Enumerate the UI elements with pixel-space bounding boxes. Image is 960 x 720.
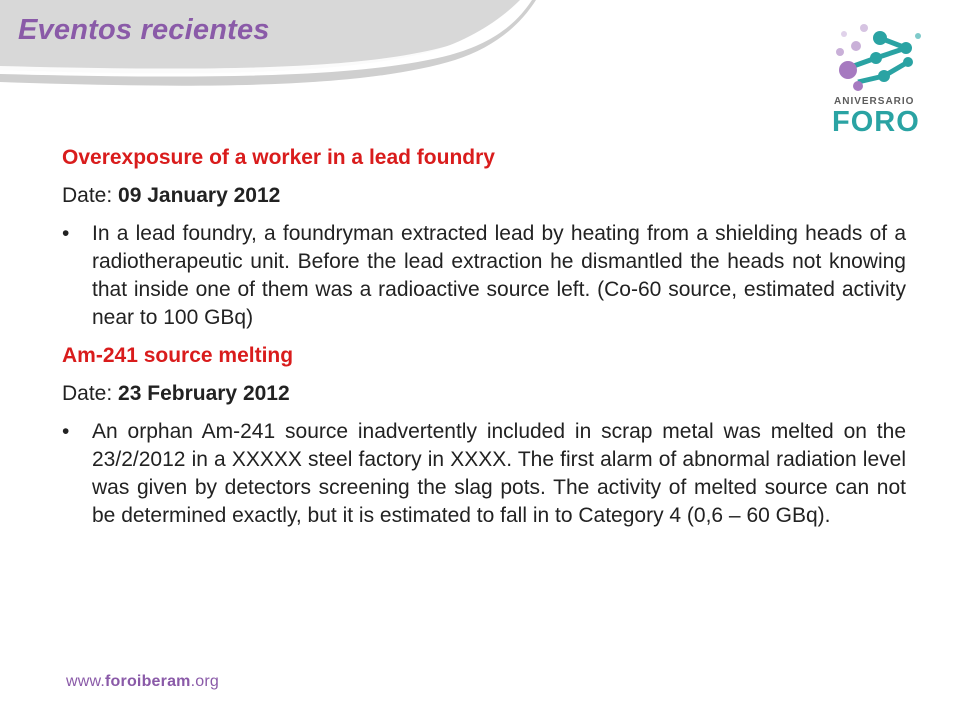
date-label: Date: <box>62 184 113 207</box>
event-description <box>62 418 906 530</box>
date-label: Date: <box>62 382 113 405</box>
event-heading: Am-241 source melting <box>62 344 294 367</box>
event-date <box>62 380 906 408</box>
slide-content <box>62 140 906 540</box>
footer-url[interactable] <box>66 673 219 691</box>
bullet-icon: • <box>62 420 70 443</box>
event-date <box>62 182 906 210</box>
foro-logo <box>818 18 942 136</box>
event-description <box>62 220 906 332</box>
event-heading: Overexposure of a worker in a lead foundry <box>62 146 495 169</box>
footer-url-suffix: .org <box>190 673 219 690</box>
footer-url-brand: foroiberam <box>105 673 191 690</box>
bullet-icon: • <box>62 222 70 245</box>
logo-wordmark: FORO <box>832 106 920 138</box>
event-description-text: An orphan Am-241 source inadvertently included in scrap metal was melted on the 23/2/2012 in a XXXXX steel factory in XXXX. The first alarm of abnormal radiation level was given by detectors screening the slag pots. The activity of melted source can not be determined exactly, but it is estimated to fall in to Category 4 (0,6 – 60 GBq). <box>92 420 906 527</box>
footer-url-prefix: www. <box>66 673 106 690</box>
event-description-text: In a lead foundry, a foundryman extracted lead by heating from a shielding heads of a radiotherapeutic unit. Before the lead extraction he dismantled the heads not knowing that inside one of them was a radioactive source left. (Co-60 source, estimated activity near to 100 GBq) <box>92 222 906 329</box>
date-value: 23 February 2012 <box>118 382 290 405</box>
logo-subtitle: ANIVERSARIO <box>834 96 915 107</box>
slide-title: Eventos recientes <box>18 14 270 46</box>
date-value: 09 January 2012 <box>118 184 281 207</box>
